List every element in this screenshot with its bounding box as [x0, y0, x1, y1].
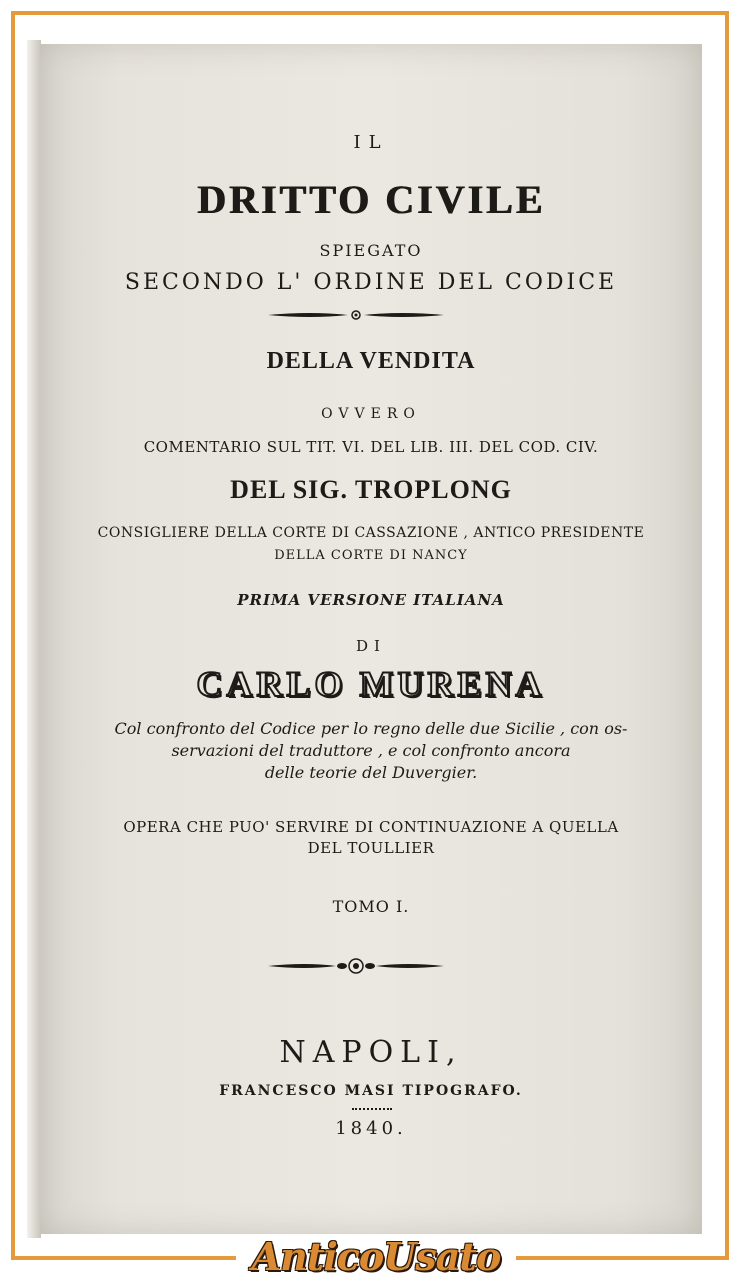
- spiegato-line: SPIEGATO: [319, 241, 423, 260]
- opera-line-1: OPERA CHE PUO' SERVIRE DI CONTINUAZIONE A QUELLA: [123, 818, 619, 836]
- ornament-divider-bottom: [266, 957, 446, 975]
- author-role-line-2: DELLA CORTE DI NANCY: [274, 548, 468, 563]
- imprint-year: 1840.: [335, 1118, 407, 1139]
- volume-label: TOMO I.: [332, 897, 410, 916]
- opera-line-2: DEL TOULLIER: [307, 839, 435, 857]
- note-line-3: delle teorie del Duvergier.: [264, 763, 478, 782]
- dotted-rule: [352, 1108, 392, 1110]
- author-role-line-1: CONSIGLIERE DELLA CORTE DI CASSAZIONE , ANTICO PRESIDENTE: [97, 525, 645, 541]
- subtitle-line: SECONDO L' ORDINE DEL CODICE: [124, 270, 618, 295]
- imprint-printer: FRANCESCO MASI TIPOGRAFO.: [219, 1083, 523, 1099]
- section-title: DELLA VENDITA: [266, 348, 476, 374]
- translator-name: CARLO MURENA: [196, 664, 546, 704]
- page-edge: [27, 40, 41, 1238]
- title-article: IL: [353, 132, 389, 153]
- author-name: DEL SIG. TROPLONG: [230, 475, 512, 504]
- version-line: PRIMA VERSIONE ITALIANA: [237, 591, 505, 609]
- ovvero-line: OVVERO: [321, 406, 421, 422]
- comentario-line: COMENTARIO SUL TIT. VI. DEL LIB. III. DEL COD. CIV.: [143, 438, 599, 456]
- book-title: DRITTO CIVILE: [196, 177, 546, 222]
- note-line-1: Col confronto del Codice per lo regno delle due Sicilie , con os-: [114, 719, 628, 738]
- watermark-logo: AnticoUsato: [236, 1234, 516, 1279]
- imprint-city: NAPOLI,: [279, 1035, 463, 1070]
- note-line-2: servazioni del traduttore , e col confronto ancora: [171, 741, 571, 760]
- ornament-divider-top: [266, 308, 446, 322]
- di-line: DI: [356, 637, 386, 655]
